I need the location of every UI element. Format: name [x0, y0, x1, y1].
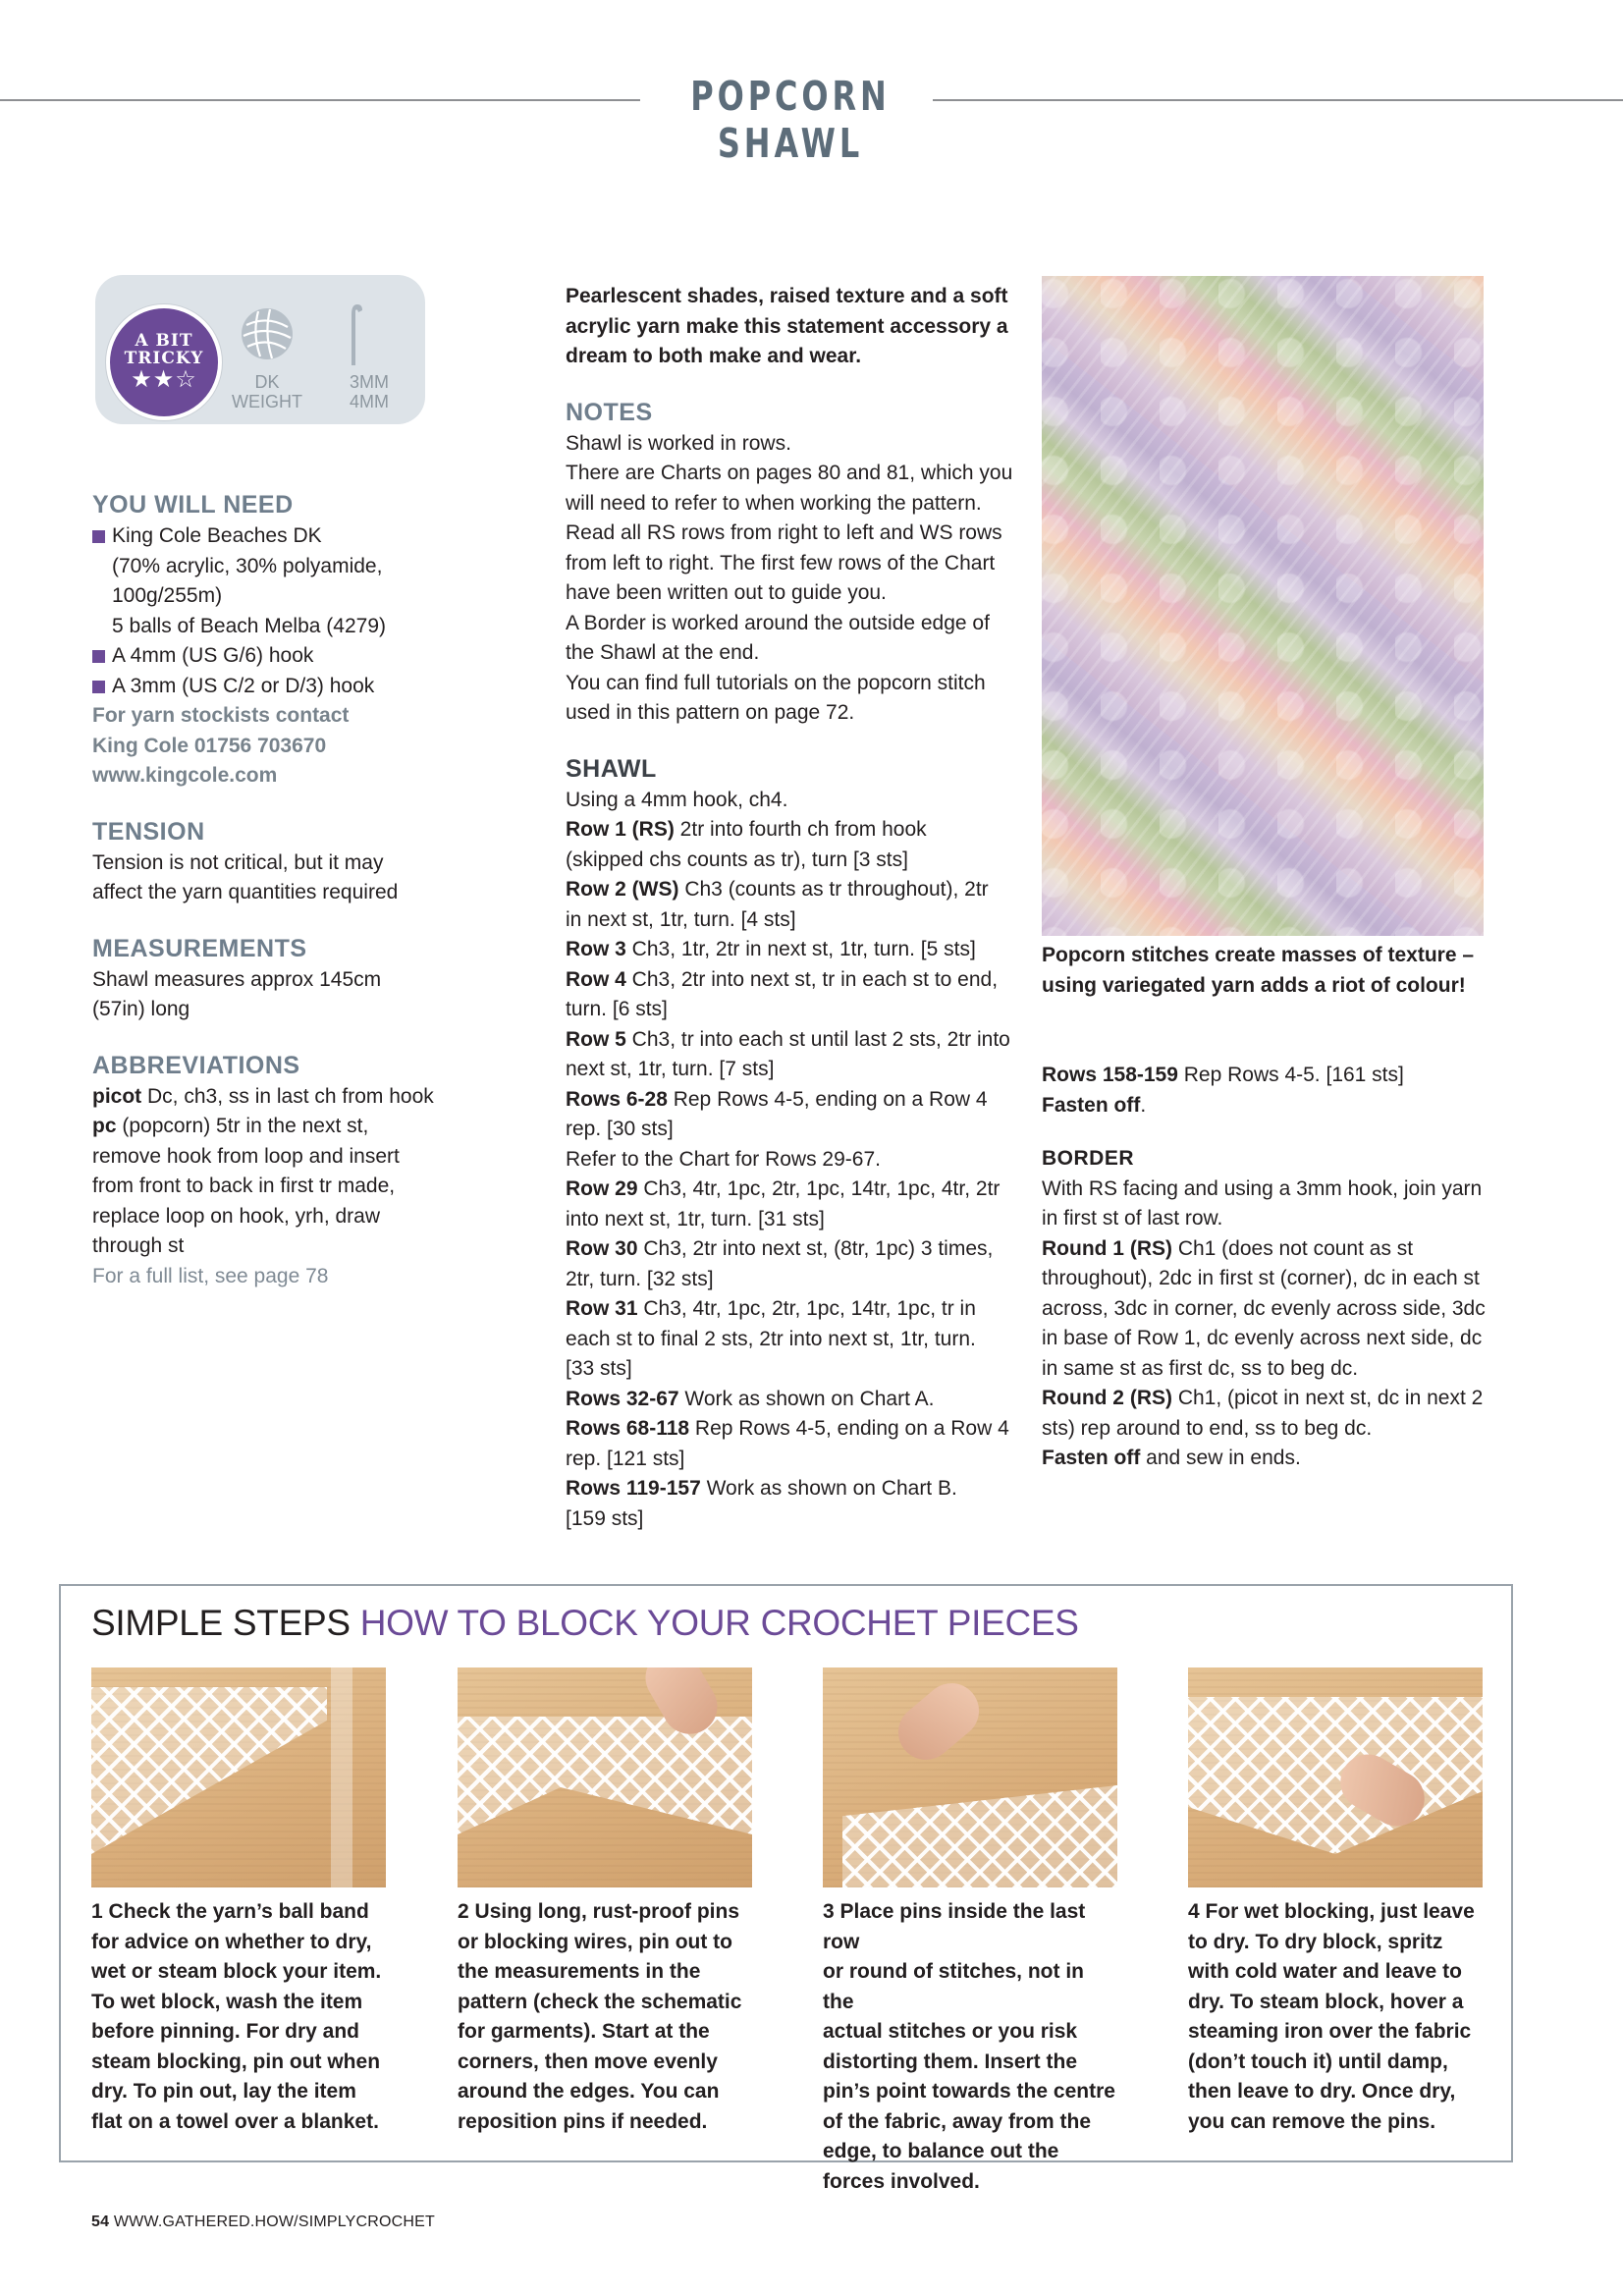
- border-line: [1042, 1414, 1503, 1445]
- shawl-row-line-text: rep. [30 sts]: [566, 1118, 674, 1140]
- border-line-text: across, 3dc in corner, dc evenly across side, 3dc: [1042, 1296, 1486, 1320]
- border-line: [1042, 1444, 1503, 1474]
- full-abbreviations-link[interactable]: For a full list, see page 78: [92, 1264, 329, 1287]
- yarn-ball-icon: [239, 305, 296, 362]
- shawl-row-line-text: 2tr into fourth ch from hook: [674, 818, 927, 841]
- intro-line: dream to both make and wear.: [566, 345, 862, 367]
- shawl-row-line-text: into next st, 1tr, turn. [31 sts]: [566, 1207, 825, 1230]
- step-4-text: [1188, 1897, 1483, 2137]
- materials-item: [92, 641, 465, 672]
- border-line: [1042, 1175, 1503, 1205]
- continued-instructions: [1042, 1061, 1503, 1121]
- materials-line: (70% acrylic, 30% polyamide,: [112, 554, 383, 577]
- bullet-square-icon: [92, 681, 105, 693]
- shawl-row-line: [566, 1234, 1017, 1265]
- page-title: POPCORN SHAWL: [690, 73, 891, 167]
- step-text-content: Place pins inside the last row: [823, 1900, 1086, 1953]
- continued-line: [1042, 1061, 1503, 1091]
- measurements-heading: MEASUREMENTS: [92, 934, 307, 962]
- step-number: 4: [1188, 1900, 1200, 1923]
- difficulty-label-2: TRICKY: [124, 349, 204, 368]
- border-line-text: in base of Row 1, dc evenly across next side, dc: [1042, 1327, 1483, 1349]
- shawl-row-line: [566, 905, 1017, 936]
- step-text-line: [458, 1897, 752, 1928]
- shawl-row-line-text: in next st, 1tr, turn. [4 sts]: [566, 907, 796, 931]
- step-number: 2: [458, 1900, 469, 1923]
- tension-line: affect the yarn quantities required: [92, 881, 399, 903]
- step-text-content: or round of stitches, not in the: [823, 1960, 1084, 2013]
- header-rule-right: [933, 99, 1623, 101]
- notes-line: There are Charts on pages 80 and 81, which you: [566, 462, 1013, 484]
- difficulty-badge: [106, 304, 222, 420]
- shawl-row-line-text: rep. [121 sts]: [566, 1447, 685, 1470]
- shawl-row-line: [566, 1325, 1017, 1355]
- shawl-row-line-text: Ch3, 4tr, 1pc, 2tr, 1pc, 14tr, 1pc, 4tr, 2tr: [637, 1177, 1001, 1200]
- continued-line-label: Rows 158-159: [1042, 1064, 1178, 1086]
- crochet-hook-icon: [343, 301, 368, 367]
- border-line-text: sts) rep around to end, ss to beg dc.: [1042, 1416, 1373, 1440]
- shawl-row-line: [566, 815, 1017, 846]
- step-text-content: pin’s point towards the centre: [823, 2080, 1115, 2103]
- shawl-row-line-text: Work as shown on Chart A.: [678, 1387, 935, 1410]
- step-text-line: [1188, 1928, 1483, 1958]
- tension-heading: TENSION: [92, 817, 205, 846]
- step-text-line: [458, 1928, 752, 1958]
- step-text-content: For wet blocking, just leave: [1199, 1900, 1475, 1923]
- step-number: 3: [823, 1900, 835, 1923]
- step-text-content: edge, to balance out the: [823, 2140, 1059, 2162]
- shawl-row-line-label: Row 30: [566, 1237, 638, 1260]
- border-line-label: Round 1 (RS): [1042, 1236, 1172, 1260]
- step-text-line: [458, 1957, 752, 1988]
- shawl-row-line-label: Row 5: [566, 1027, 626, 1051]
- notes-line: You can find full tutorials on the popcorn stitch: [566, 671, 986, 694]
- abbreviation-definition-line: from front to back in first tr made,: [92, 1175, 396, 1197]
- stockist-contact-line: For yarn stockists contact: [92, 704, 350, 727]
- step-text-line: [1188, 2017, 1483, 2048]
- page-footer: [91, 2214, 435, 2231]
- shawl-row-line-label: Row 4: [566, 967, 626, 991]
- materials-line: 100g/255m): [112, 584, 223, 607]
- step-text-line: [91, 1897, 386, 1928]
- popcorn-shawl-photo: [1042, 276, 1484, 936]
- photo-caption-line: Popcorn stitches create masses of texture –: [1042, 944, 1475, 966]
- border-line-text: and sew in ends.: [1140, 1447, 1301, 1469]
- bullet-square-icon: [92, 530, 105, 543]
- border-line-text: Ch1 (does not count as st: [1171, 1236, 1414, 1260]
- step-text-line: [458, 1988, 752, 2018]
- step-text-line: [91, 1928, 386, 1958]
- step-text-content: steam blocking, pin out when: [91, 2050, 381, 2073]
- abbreviation-definition-line: remove hook from loop and insert: [92, 1144, 400, 1168]
- shawl-row-line-text: each st to final 2 sts, 2tr into next st, 1tr, turn.: [566, 1327, 976, 1350]
- step-4-photo: [1188, 1667, 1483, 1887]
- shawl-row-line-text: [159 sts]: [566, 1506, 644, 1530]
- shawl-row-line: [566, 846, 1017, 876]
- notes-line: will need to refer to when working the pattern.: [566, 491, 982, 515]
- border-line: [1042, 1234, 1503, 1265]
- step-text-line: [1188, 1957, 1483, 1988]
- notes-heading: NOTES: [566, 398, 653, 426]
- materials-line: A 3mm (US C/2 or D/3) hook: [112, 674, 375, 697]
- continued-line-text: Rep Rows 4-5. [161 sts]: [1177, 1064, 1404, 1086]
- border-line: [1042, 1384, 1503, 1414]
- hook-size-line-1: 3MM: [350, 372, 389, 392]
- shawl-heading: SHAWL: [566, 754, 657, 783]
- notes-line: A Border is worked around the outside edge of: [566, 611, 990, 634]
- continued-line-text: .: [1140, 1093, 1147, 1117]
- border-line-text: throughout), 2dc in first st (corner), dc in each st: [1042, 1267, 1480, 1289]
- shawl-row-line-text: Refer to the Chart for Rows 29-67.: [566, 1147, 881, 1171]
- step-text-line: [91, 2077, 386, 2107]
- shawl-row-line: [566, 1205, 1017, 1235]
- notes-line: Read all RS rows from right to left and WS rows: [566, 521, 1002, 544]
- step-3-photo: [823, 1667, 1117, 1887]
- shawl-row-line-text: next st, 1tr, turn. [7 sts]: [566, 1058, 775, 1080]
- step-text-content: corners, then move evenly: [458, 2050, 718, 2073]
- shawl-row-line-text: Ch3, 4tr, 1pc, 2tr, 1pc, 14tr, 1pc, tr in: [637, 1297, 976, 1320]
- step-text-content: for garments). Start at the: [458, 2020, 710, 2043]
- abbreviation-definition-line: replace loop on hook, yrh, draw: [92, 1204, 381, 1228]
- shawl-row-line: [566, 965, 1017, 996]
- continued-line: [1042, 1091, 1503, 1121]
- shawl-row-line: [566, 1294, 1017, 1325]
- step-text-line: [91, 1957, 386, 1988]
- step-text-content: to dry. To dry block, spritz: [1188, 1930, 1443, 1953]
- step-2-text: [458, 1897, 752, 2137]
- notes-line: have been written out to guide you.: [566, 581, 887, 604]
- header-rule-left: [0, 99, 640, 101]
- border-line-label: Fasten off: [1042, 1447, 1141, 1469]
- abbreviation-definition-line: through st: [92, 1234, 185, 1257]
- shawl-instructions: [566, 786, 1017, 1535]
- abbreviation-term: pc: [92, 1115, 117, 1137]
- notes-line: from left to right. The first few rows of the Chart: [566, 551, 996, 574]
- step-text-content: steaming iron over the fabric: [1188, 2020, 1472, 2043]
- border-line: [1042, 1294, 1503, 1325]
- step-text-line: [458, 2107, 752, 2138]
- hook-size-line-2: 4MM: [350, 392, 389, 411]
- shawl-row-line: [566, 1354, 1017, 1385]
- shawl-row-line: [566, 1145, 1017, 1175]
- abbreviation-definition: (popcorn) 5tr in the next st,: [116, 1115, 369, 1137]
- photo-caption-line: using variegated yarn adds a riot of colour!: [1042, 973, 1466, 997]
- notes-line: used in this pattern on page 72.: [566, 701, 855, 724]
- shawl-row-line: [566, 1474, 1017, 1504]
- simple-steps-label: SIMPLE STEPS: [91, 1603, 351, 1643]
- footer-url[interactable]: WWW.GATHERED.HOW/SIMPLYCROCHET: [109, 2214, 436, 2230]
- border-line-text: With RS facing and using a 3mm hook, join yarn: [1042, 1176, 1483, 1200]
- border-line-text: Ch1, (picot in next st, dc in next 2: [1171, 1387, 1484, 1409]
- shawl-row-line: [566, 1414, 1017, 1445]
- abbreviation-definition: Dc, ch3, ss in last ch from hook: [141, 1084, 434, 1108]
- measurements-line: (57in) long: [92, 998, 190, 1020]
- yarn-weight-label: [222, 372, 312, 411]
- shawl-row-line: [566, 1385, 1017, 1415]
- shawl-row-line-label: Row 2 (WS): [566, 878, 679, 901]
- shawl-row-line: [566, 1175, 1017, 1205]
- border-line: [1042, 1264, 1503, 1294]
- step-2-photo: [458, 1667, 752, 1887]
- shawl-row-line-label: Row 29: [566, 1177, 638, 1200]
- step-text-content: flat on a towel over a blanket.: [91, 2109, 379, 2133]
- step-text-line: [823, 2077, 1117, 2107]
- step-1-photo: [91, 1667, 386, 1887]
- shawl-row-line: [566, 1025, 1017, 1056]
- materials-line: King Cole Beaches DK: [112, 524, 322, 547]
- materials-line: 5 balls of Beach Melba (4279): [112, 614, 386, 637]
- step-text-line: [458, 2017, 752, 2048]
- yarn-weight-line-2: WEIGHT: [232, 392, 302, 411]
- step-text-line: [1188, 2077, 1483, 2107]
- shawl-row-line: [566, 1445, 1017, 1475]
- you-will-need-heading: YOU WILL NEED: [92, 491, 294, 519]
- shawl-row-line: [566, 1085, 1017, 1116]
- notes-line: Shawl is worked in rows.: [566, 431, 791, 455]
- shawl-row-line-text: Using a 4mm hook, ch4.: [566, 788, 788, 811]
- border-line-text: in first st of last row.: [1042, 1207, 1223, 1230]
- step-1-text: [91, 1897, 386, 2137]
- shawl-row-line-text: turn. [6 sts]: [566, 998, 668, 1020]
- bullet-square-icon: [92, 650, 105, 663]
- step-text-content: actual stitches or you risk: [823, 2020, 1078, 2043]
- shawl-row-line-label: Rows 119-157: [566, 1477, 701, 1500]
- step-text-line: [823, 1957, 1117, 2017]
- shawl-row-line: [566, 786, 1017, 816]
- step-text-content: before pinning. For dry and: [91, 2020, 359, 2043]
- step-text-line: [91, 2048, 386, 2078]
- step-text-line: [823, 2107, 1117, 2138]
- border-line: [1042, 1204, 1503, 1234]
- intro-line: acrylic yarn make this statement accessory a: [566, 314, 1008, 338]
- step-text-content: wet or steam block your item.: [91, 1960, 382, 1983]
- difficulty-label-1: A BIT: [135, 331, 193, 351]
- step-text-line: [1188, 1897, 1483, 1928]
- border-instructions: [1042, 1175, 1503, 1474]
- step-text-line: [1188, 2048, 1483, 2078]
- yarn-weight-line-1: DK: [254, 372, 280, 392]
- shawl-row-line-text: Ch3, 1tr, 2tr in next st, 1tr, turn. [5 sts]: [625, 938, 976, 960]
- step-number: 1: [91, 1900, 103, 1923]
- step-text-content: Using long, rust-proof pins: [468, 1900, 739, 1923]
- step-text-line: [91, 1988, 386, 2018]
- abbreviation-term: picot: [92, 1084, 142, 1108]
- step-text-content: To wet block, wash the item: [91, 1990, 363, 2013]
- tension-line: Tension is not critical, but it may: [92, 850, 384, 874]
- shawl-row-line: [566, 1504, 1017, 1535]
- step-text-line: [823, 1897, 1117, 1957]
- abbreviation-popcorn: [92, 1112, 465, 1142]
- step-text-content: pattern (check the schematic: [458, 1990, 742, 2013]
- shawl-row-line-text: (skipped chs counts as tr), turn [3 sts]: [566, 847, 908, 871]
- left-column: [92, 488, 465, 1291]
- stockist-phone: King Cole 01756 703670: [92, 734, 327, 757]
- shawl-row-line-text: Rep Rows 4-5, ending on a Row 4: [667, 1087, 988, 1111]
- materials-line: A 4mm (US G/6) hook: [112, 644, 314, 667]
- shawl-row-line-label: Row 3: [566, 938, 626, 960]
- shawl-row-line-text: Ch3, 2tr into next st, tr in each st to end,: [625, 967, 999, 991]
- step-text-line: [823, 2048, 1117, 2078]
- page-number: 54: [91, 2214, 110, 2230]
- step-text-line: [823, 2017, 1117, 2048]
- step-text-content: around the edges. You can: [458, 2080, 720, 2103]
- simple-steps-heading: HOW TO BLOCK YOUR CROCHET PIECES: [359, 1603, 1079, 1643]
- shawl-row-line-label: Rows 68-118: [566, 1417, 690, 1440]
- step-text-content: you can remove the pins.: [1188, 2109, 1436, 2133]
- middle-column: [566, 282, 1017, 1534]
- shawl-row-line: [566, 1115, 1017, 1145]
- measurements-line: Shawl measures approx 145cm: [92, 967, 382, 991]
- step-text-content: or blocking wires, pin out to: [458, 1930, 733, 1953]
- abbreviations-heading: ABBREVIATIONS: [92, 1051, 300, 1079]
- shawl-row-line-label: Rows 6-28: [566, 1087, 668, 1111]
- step-text-line: [458, 2048, 752, 2078]
- materials-item: [92, 521, 465, 641]
- shawl-row-line-label: Row 31: [566, 1297, 638, 1320]
- step-text-content: forces involved.: [823, 2169, 980, 2193]
- step-text-line: [823, 2167, 1117, 2198]
- shawl-row-line-text: Rep Rows 4-5, ending on a Row 4: [689, 1417, 1009, 1440]
- intro-line: Pearlescent shades, raised texture and a soft: [566, 285, 1008, 307]
- notes-line: the Shawl at the end.: [566, 641, 760, 664]
- border-line-text: in same st as first dc, ss to beg dc.: [1042, 1356, 1359, 1380]
- abbreviation-picot: [92, 1082, 465, 1113]
- step-text-content: of the fabric, away from the: [823, 2109, 1092, 2133]
- border-line-label: Round 2 (RS): [1042, 1387, 1172, 1409]
- step-text-content: distorting them. Insert the: [823, 2050, 1078, 2073]
- simple-steps-title: [91, 1602, 1079, 1645]
- shawl-row-line: [566, 1055, 1017, 1085]
- difficulty-stars: ★★☆: [131, 366, 197, 393]
- border-line: [1042, 1354, 1503, 1385]
- shawl-row-line: [566, 1265, 1017, 1295]
- step-3-text: [823, 1897, 1117, 2197]
- step-text-content: reposition pins if needed.: [458, 2109, 708, 2133]
- step-text-content: with cold water and leave to: [1188, 1960, 1462, 1983]
- shawl-row-line: [566, 995, 1017, 1025]
- step-text-line: [91, 2107, 386, 2138]
- notes-body: [566, 429, 1017, 729]
- step-text-line: [458, 2077, 752, 2107]
- shawl-row-line-text: [33 sts]: [566, 1357, 632, 1380]
- shawl-row-line: [566, 935, 1017, 965]
- step-text-content: then leave to dry. Once dry,: [1188, 2080, 1456, 2103]
- right-column: [1042, 941, 1503, 1474]
- shawl-row-line-label: Rows 32-67: [566, 1387, 679, 1410]
- step-text-content: Check the yarn’s ball band: [102, 1900, 369, 1923]
- border-heading: BORDER: [1042, 1147, 1135, 1170]
- hook-size-label: [330, 372, 408, 411]
- shawl-row-line-text: 2tr, turn. [32 sts]: [566, 1267, 714, 1290]
- materials-item: [92, 672, 465, 702]
- step-text-content: (don’t touch it) until damp,: [1188, 2050, 1448, 2073]
- shawl-row-line: [566, 875, 1017, 905]
- step-text-content: the measurements in the: [458, 1960, 701, 1983]
- step-text-content: for advice on whether to dry,: [91, 1930, 372, 1953]
- shawl-row-line-text: Ch3 (counts as tr throughout), 2tr: [678, 878, 989, 901]
- shawl-row-line-text: Work as shown on Chart B.: [700, 1477, 957, 1500]
- shawl-row-line-label: Row 1 (RS): [566, 818, 675, 841]
- step-text-line: [1188, 1988, 1483, 2018]
- step-text-line: [1188, 2107, 1483, 2138]
- step-text-content: dry. To steam block, hover a: [1188, 1990, 1464, 2013]
- stockist-website-link[interactable]: www.kingcole.com: [92, 764, 278, 787]
- step-text-content: dry. To pin out, lay the item: [91, 2080, 356, 2103]
- border-line: [1042, 1324, 1503, 1354]
- shawl-row-line-text: Ch3, 2tr into next st, (8tr, 1pc) 3 times,: [637, 1237, 994, 1260]
- step-text-line: [91, 2017, 386, 2048]
- continued-line-label: Fasten off: [1042, 1093, 1141, 1117]
- shawl-row-line-text: Ch3, tr into each st until last 2 sts, 2tr into: [625, 1027, 1010, 1051]
- step-text-line: [823, 2137, 1117, 2167]
